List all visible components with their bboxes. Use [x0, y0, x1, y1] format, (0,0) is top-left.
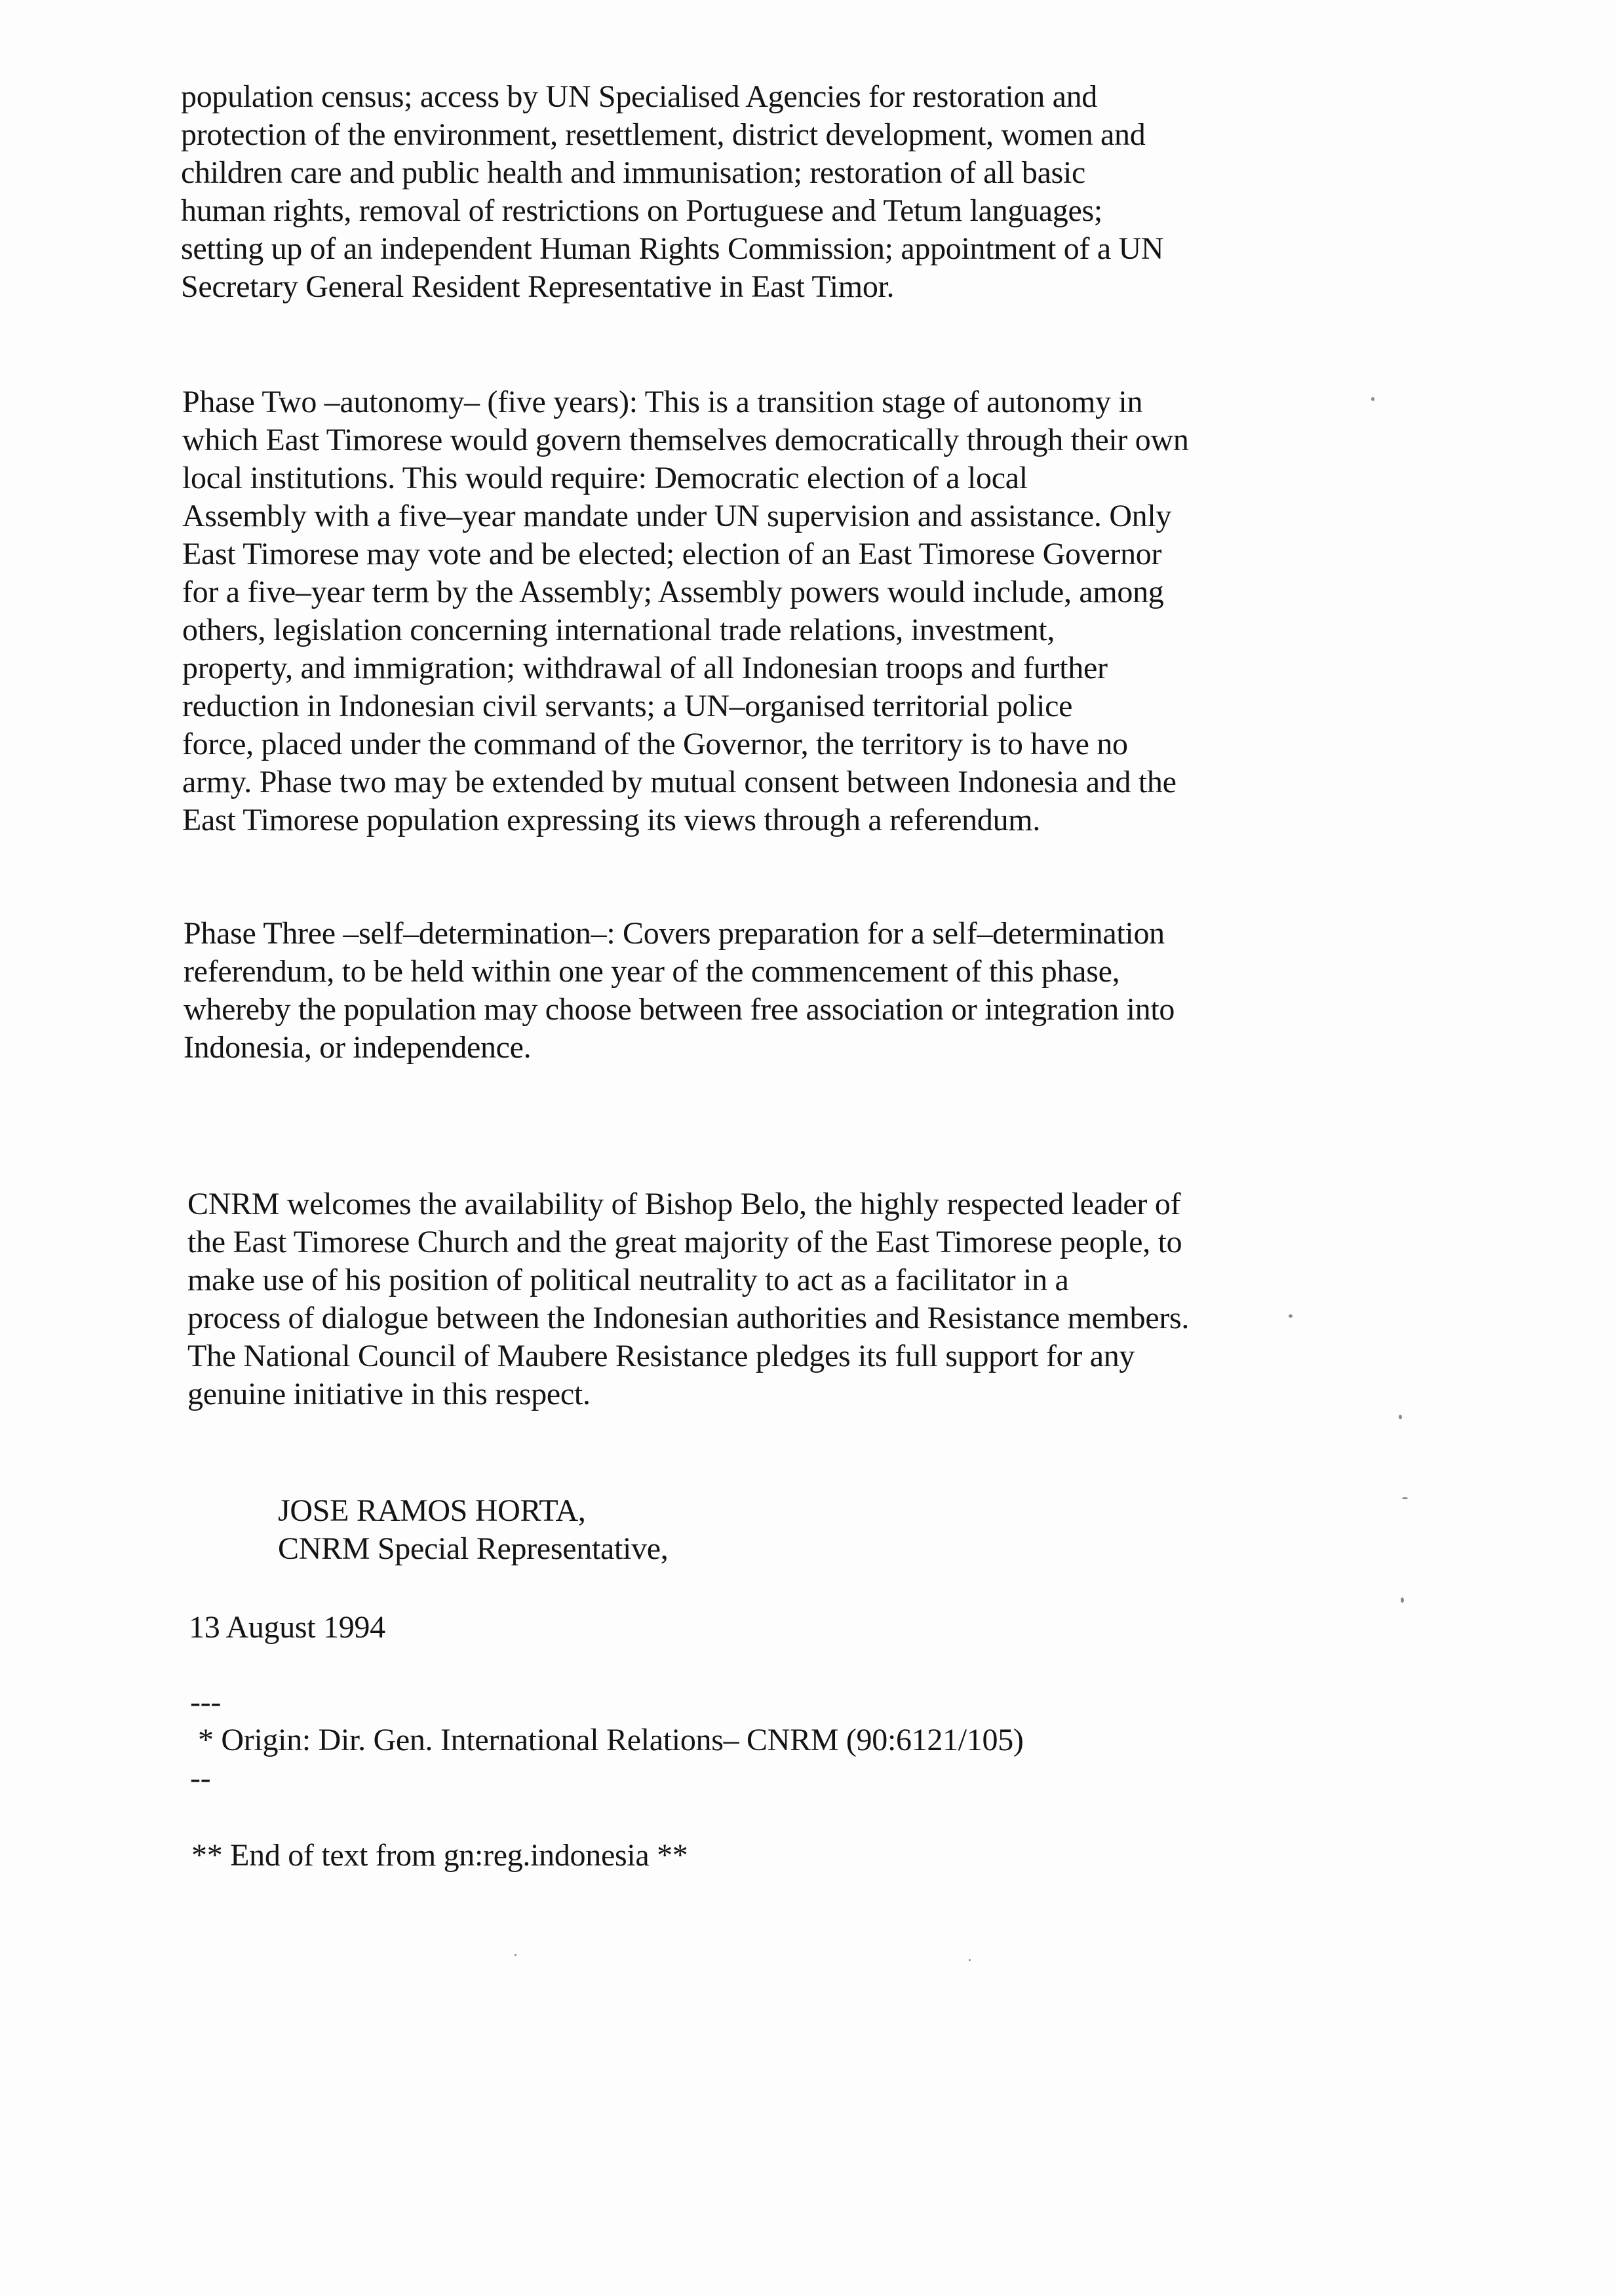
- scan-speck: [1289, 1314, 1293, 1318]
- paragraph-line: Phase Two –autonomy– (five years): This is a transition stage of autonomy in: [182, 385, 1143, 419]
- paragraph-line: the East Timorese Church and the great majority of the East Timorese people, to: [187, 1225, 1182, 1259]
- paragraph-line: The National Council of Maubere Resistance pledges its full support for any: [187, 1339, 1135, 1373]
- scan-speck: [969, 1959, 971, 1961]
- paragraph-line: Indonesia, or independence.: [184, 1030, 532, 1065]
- scan-speck: [1402, 1497, 1408, 1499]
- separator-bottom: --: [190, 1761, 211, 1795]
- paragraph-line: setting up of an independent Human Rights Commission; appointment of a UN: [181, 231, 1164, 266]
- paragraph-line: force, placed under the command of the Governor, the territory is to have no: [182, 727, 1128, 761]
- paragraph-line: which East Timorese would govern themselves democratically through their own: [182, 423, 1189, 457]
- paragraph-line: East Timorese may vote and be elected; election of an East Timorese Governor: [182, 537, 1162, 571]
- paragraph-line: CNRM welcomes the availability of Bishop Belo, the highly respected leader of: [187, 1187, 1181, 1221]
- paragraph-line: reduction in Indonesian civil servants; a UN–organised territorial police: [182, 689, 1073, 723]
- paragraph-line: Phase Three –self–determination–: Covers preparation for a self–determination: [184, 916, 1165, 951]
- paragraph-line: protection of the environment, resettlement, district development, women and: [181, 117, 1146, 152]
- end-marker: ** End of text from gn:reg.indonesia **: [191, 1838, 688, 1873]
- paragraph-line: property, and immigration; withdrawal of all Indonesian troops and further: [182, 651, 1108, 685]
- paragraph-line: human rights, removal of restrictions on Portuguese and Tetum languages;: [181, 193, 1102, 228]
- signature-title: CNRM Special Representative,: [278, 1531, 669, 1566]
- paragraph-line: army. Phase two may be extended by mutual consent between Indonesia and the: [182, 765, 1177, 799]
- scan-speck: [1371, 397, 1374, 401]
- paragraph-line: local institutions. This would require: Democratic election of a local: [182, 461, 1028, 495]
- paragraph-line: population census; access by UN Specialised Agencies for restoration and: [181, 79, 1098, 114]
- paragraph-line: Secretary General Resident Representative in East Timor.: [181, 269, 895, 304]
- scan-speck: [1399, 1415, 1402, 1419]
- paragraph-line: make use of his position of political neutrality to act as a facilitator in a: [187, 1263, 1069, 1297]
- paragraph-line: East Timorese population expressing its views through a referendum.: [182, 803, 1041, 837]
- origin-line: * Origin: Dir. Gen. International Relations– CNRM (90:6121/105): [198, 1723, 1024, 1757]
- paragraph-line: referendum, to be held within one year of the commencement of this phase,: [184, 954, 1120, 989]
- paragraph-line: whereby the population may choose between free association or integration into: [184, 992, 1175, 1027]
- paragraph-line: genuine initiative in this respect.: [187, 1377, 591, 1411]
- separator-top: ---: [190, 1685, 222, 1719]
- document-date: 13 August 1994: [189, 1610, 385, 1645]
- paragraph-line: for a five–year term by the Assembly; Assembly powers would include, among: [182, 575, 1164, 609]
- signature-name: JOSE RAMOS HORTA,: [278, 1493, 586, 1528]
- paragraph-line: process of dialogue between the Indonesian authorities and Resistance members.: [187, 1301, 1190, 1335]
- paragraph-line: children care and public health and immunisation; restoration of all basic: [181, 155, 1086, 190]
- scan-speck: [515, 1954, 516, 1956]
- paragraph-line: others, legislation concerning international trade relations, investment,: [182, 613, 1055, 647]
- scan-speck: [1401, 1598, 1404, 1603]
- paragraph-line: Assembly with a five–year mandate under UN supervision and assistance. Only: [182, 499, 1172, 533]
